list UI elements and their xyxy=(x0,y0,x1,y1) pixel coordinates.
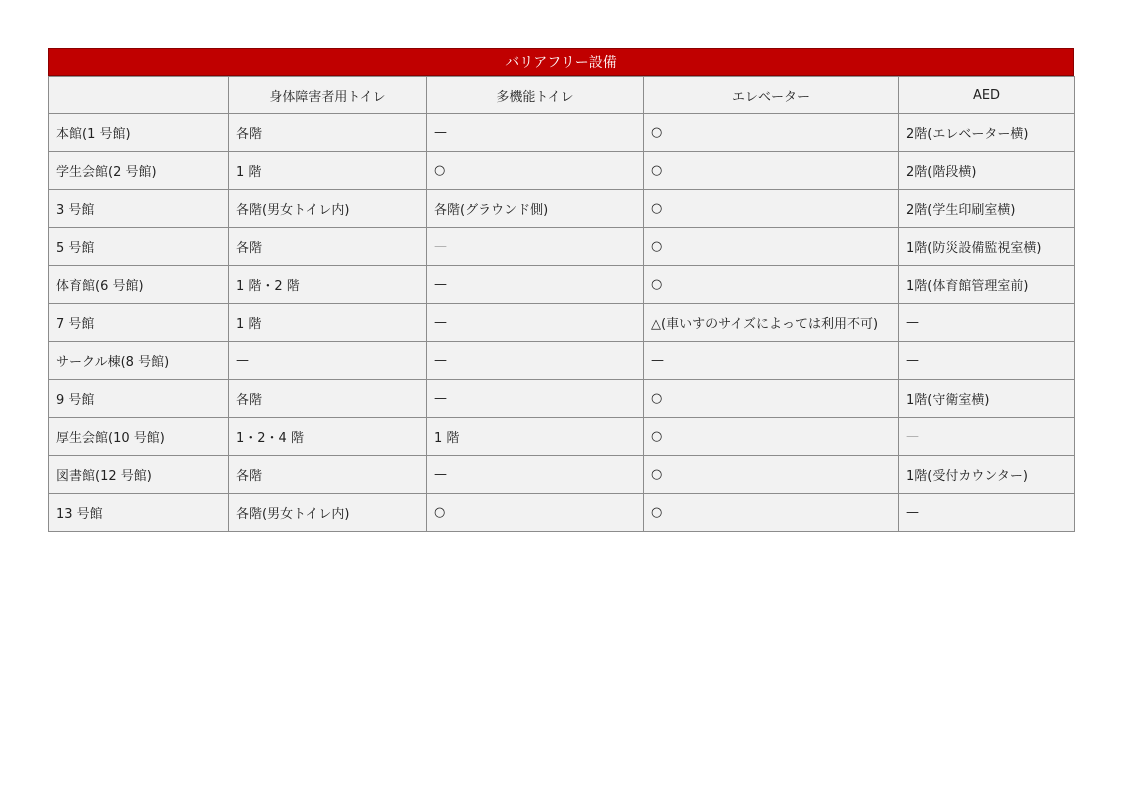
cell-accessible-toilet: 1 階 xyxy=(229,304,427,342)
cell-elevator: ○ xyxy=(644,418,899,456)
cell-accessible-toilet: 各階 xyxy=(229,380,427,418)
cell-aed: 1階(防災設備監視室横) xyxy=(899,228,1075,266)
cell-building: 3 号館 xyxy=(49,190,229,228)
cell-multipurpose-toilet: — xyxy=(427,266,644,304)
cell-elevator: ○ xyxy=(644,190,899,228)
cell-accessible-toilet: 各階 xyxy=(229,456,427,494)
cell-multipurpose-toilet: 1 階 xyxy=(427,418,644,456)
cell-building: 7 号館 xyxy=(49,304,229,342)
cell-accessible-toilet: 各階(男女トイレ内) xyxy=(229,494,427,532)
cell-accessible-toilet: 各階 xyxy=(229,114,427,152)
table-row xyxy=(49,190,1075,228)
table-row xyxy=(49,456,1075,494)
cell-elevator: ○ xyxy=(644,266,899,304)
table-title: バリアフリー設備 xyxy=(48,48,1074,76)
cell-building: サークル棟(8 号館) xyxy=(49,342,229,380)
cell-multipurpose-toilet: — xyxy=(427,228,644,266)
cell-aed: 1階(体育館管理室前) xyxy=(899,266,1075,304)
cell-elevator: ○ xyxy=(644,114,899,152)
cell-accessible-toilet: 各階 xyxy=(229,228,427,266)
cell-elevator: △(車いすのサイズによっては利用不可) xyxy=(644,304,899,342)
cell-aed: 1階(受付カウンター) xyxy=(899,456,1075,494)
cell-elevator: ○ xyxy=(644,152,899,190)
cell-elevator: ○ xyxy=(644,380,899,418)
cell-multipurpose-toilet: — xyxy=(427,342,644,380)
cell-elevator: ○ xyxy=(644,456,899,494)
cell-aed: — xyxy=(899,304,1075,342)
cell-elevator: — xyxy=(644,342,899,380)
header-elevator: エレベーター xyxy=(644,77,899,114)
cell-building: 5 号館 xyxy=(49,228,229,266)
cell-multipurpose-toilet: — xyxy=(427,456,644,494)
header-accessible-toilet: 身体障害者用トイレ xyxy=(229,77,427,114)
table-row xyxy=(49,266,1075,304)
cell-accessible-toilet: 各階(男女トイレ内) xyxy=(229,190,427,228)
cell-aed: 2階(エレベーター横) xyxy=(899,114,1075,152)
cell-accessible-toilet: 1 階・2 階 xyxy=(229,266,427,304)
cell-multipurpose-toilet: — xyxy=(427,380,644,418)
cell-aed: 2階(学生印刷室横) xyxy=(899,190,1075,228)
cell-accessible-toilet: — xyxy=(229,342,427,380)
cell-building: 本館(1 号館) xyxy=(49,114,229,152)
header-row xyxy=(49,77,1075,114)
cell-building: 厚生会館(10 号館) xyxy=(49,418,229,456)
cell-multipurpose-toilet: — xyxy=(427,114,644,152)
table-row xyxy=(49,380,1075,418)
table-row xyxy=(49,342,1075,380)
cell-elevator: ○ xyxy=(644,228,899,266)
cell-aed: — xyxy=(899,418,1075,456)
header-multipurpose-toilet: 多機能トイレ xyxy=(427,77,644,114)
cell-multipurpose-toilet: — xyxy=(427,304,644,342)
cell-building: 9 号館 xyxy=(49,380,229,418)
cell-multipurpose-toilet: 各階(グラウンド側) xyxy=(427,190,644,228)
cell-multipurpose-toilet: ○ xyxy=(427,494,644,532)
table-row xyxy=(49,152,1075,190)
cell-aed: 1階(守衛室横) xyxy=(899,380,1075,418)
cell-aed: — xyxy=(899,494,1075,532)
cell-building: 体育館(6 号館) xyxy=(49,266,229,304)
cell-building: 図書館(12 号館) xyxy=(49,456,229,494)
barrier-free-facilities-sheet xyxy=(48,48,1074,532)
cell-building: 13 号館 xyxy=(49,494,229,532)
table-row xyxy=(49,228,1075,266)
cell-multipurpose-toilet: ○ xyxy=(427,152,644,190)
header-aed: AED xyxy=(899,77,1075,114)
cell-accessible-toilet: 1・2・4 階 xyxy=(229,418,427,456)
table-row xyxy=(49,114,1075,152)
header-building xyxy=(49,77,229,114)
cell-aed: — xyxy=(899,342,1075,380)
cell-aed: 2階(階段横) xyxy=(899,152,1075,190)
table-row xyxy=(49,494,1075,532)
cell-building: 学生会館(2 号館) xyxy=(49,152,229,190)
facilities-table xyxy=(48,76,1075,532)
table-row xyxy=(49,304,1075,342)
cell-elevator: ○ xyxy=(644,494,899,532)
cell-accessible-toilet: 1 階 xyxy=(229,152,427,190)
table-row xyxy=(49,418,1075,456)
